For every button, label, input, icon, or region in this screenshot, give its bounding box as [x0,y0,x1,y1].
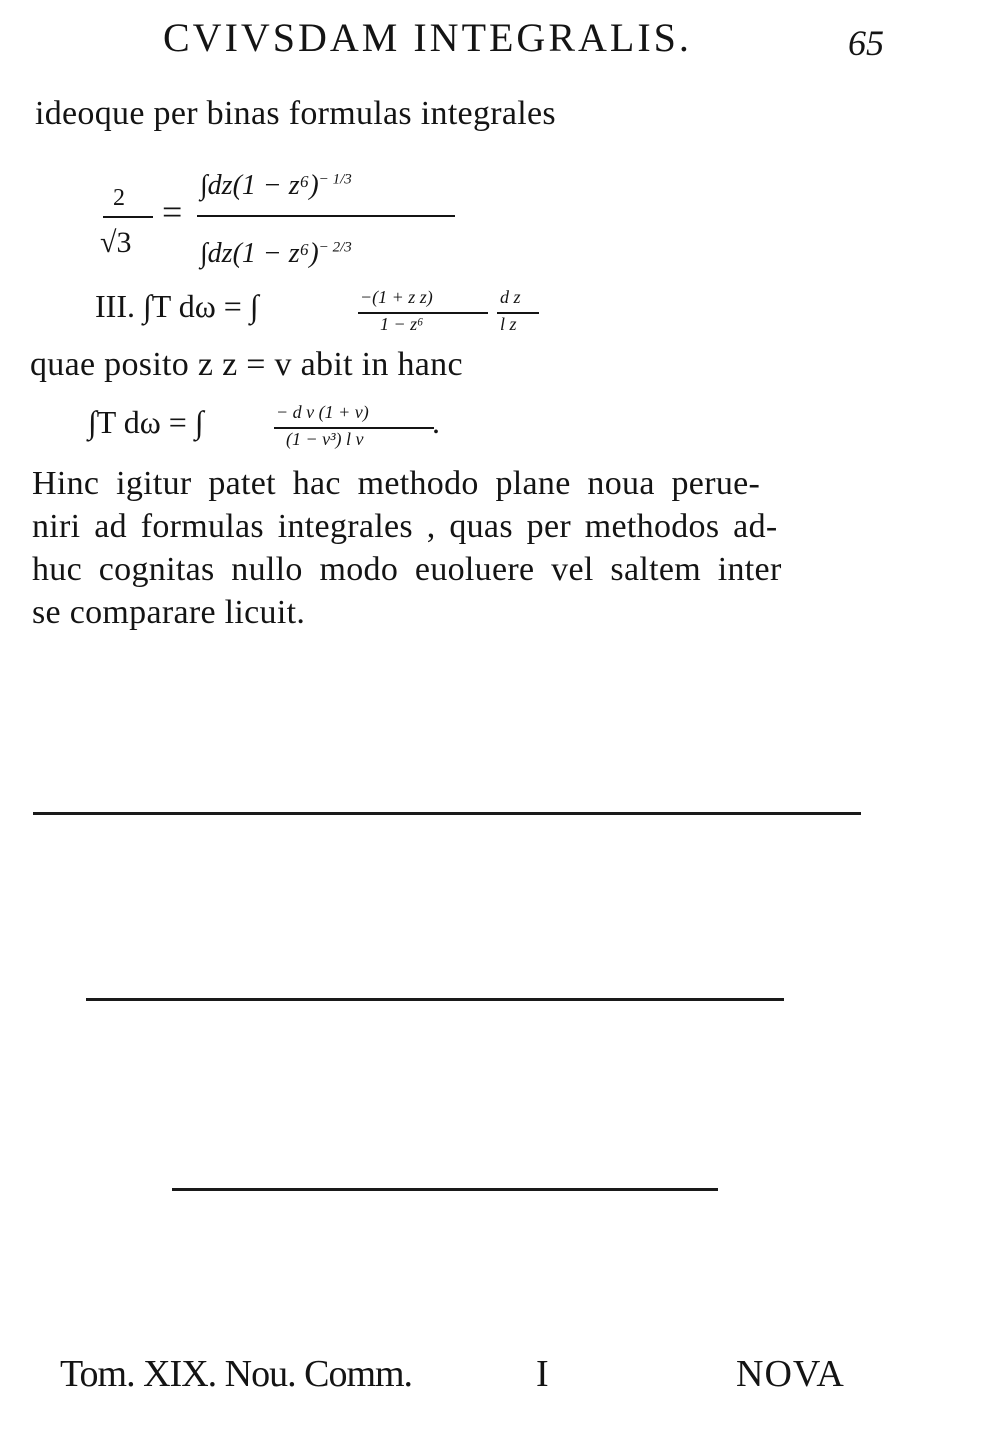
paragraph-line-3: huc cognitas nullo modo euoluere vel saltem inter [32,551,782,588]
footer-signature: Tom. XIX. Nou. Comm. [60,1353,413,1395]
text-line-1: ideoque per binas formulas integrales [35,95,556,132]
page-number: 65 [848,23,884,63]
paragraph-line-4: se comparare licuit. [32,594,306,631]
formula-1-denominator-body: ∫dz(1 − z⁶) [200,238,319,269]
paragraph-line-1: Hinc igitur patet hac methodo plane noua perue- [32,465,761,502]
formula-3-period: . [432,404,440,440]
formula-3-denominator: (1 − v³) l v [286,429,364,449]
formula-1-equals: = [162,192,183,232]
running-title: CVIVSDAM INTEGRALIS. [163,15,692,60]
footer-catchword: NOVA [736,1353,845,1395]
formula-2-head: III. ∫T dω = ∫ [95,288,259,324]
divider-rule-1 [33,812,861,815]
formula-1-left-denominator: √3 [100,226,132,259]
formula-2-denominator-2: l z [500,314,517,334]
formula-1-numerator-exponent: − 1/3 [318,171,352,188]
formula-1-denominator-exponent: − 2/3 [318,239,352,256]
formula-1-fraction-bar [197,215,455,217]
divider-rule-3 [172,1188,718,1191]
formula-3-numerator: − d v (1 + v) [276,402,369,422]
formula-2-numerator-2: d z [500,287,521,307]
divider-rule-2 [86,998,784,1001]
formula-1-left-fraction-bar [103,216,153,218]
formula-1-denominator [200,238,352,270]
formula-2-numerator: −(1 + z z) [360,287,433,307]
text-line-2: quae posito z z = v abit in hanc [30,346,463,383]
formula-1-left-numerator: 2 [113,185,125,211]
paragraph-line-2: niri ad formulas integrales , quas per methodos ad- [32,508,778,545]
formula-2-denominator: 1 − z⁶ [380,314,424,334]
formula-1-numerator-body: ∫dz(1 − z⁶) [200,170,319,201]
footer-sheet-mark: I [536,1353,549,1395]
formula-1-numerator [200,170,352,202]
formula-3-head: ∫T dω = ∫ [88,404,204,440]
